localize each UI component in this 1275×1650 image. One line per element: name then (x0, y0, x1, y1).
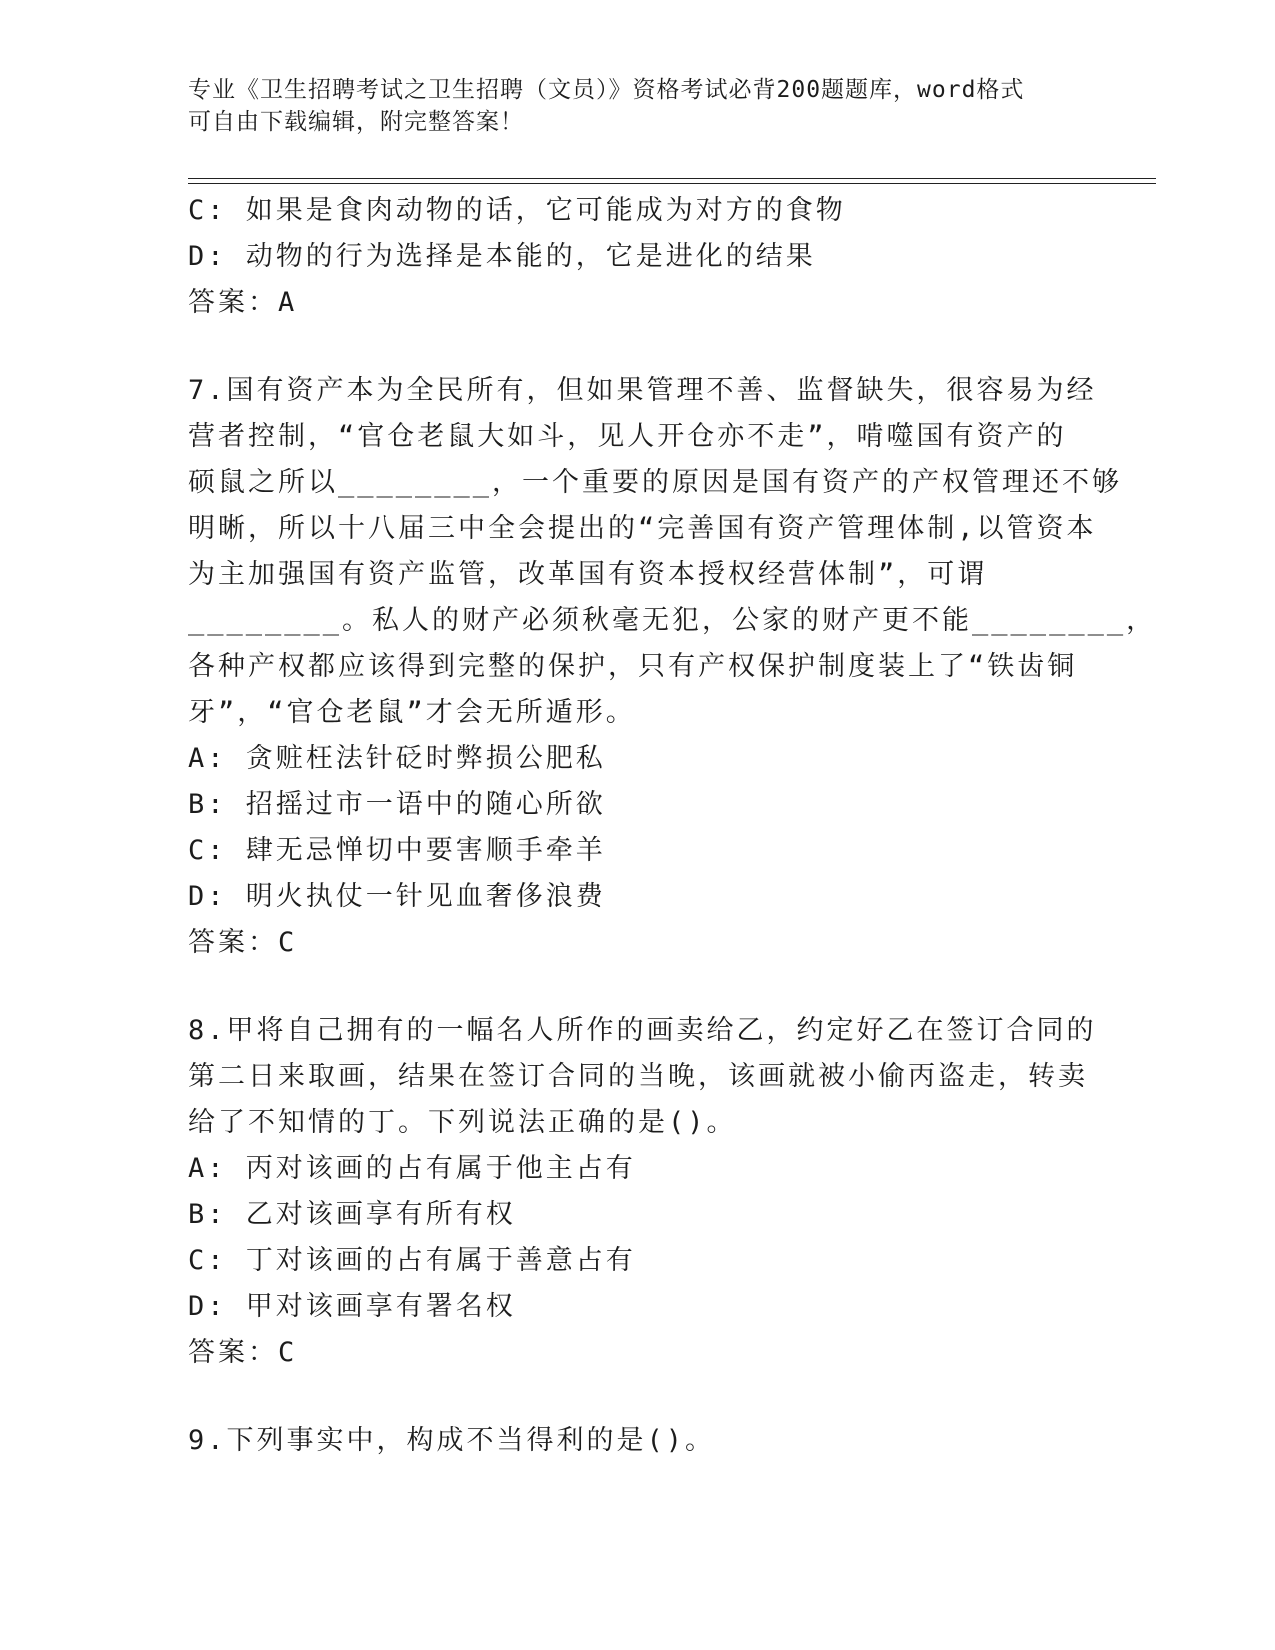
question-stem-line: 为主加强国有资产监管，改革国有资本授权经营体制”，可谓 (188, 559, 988, 590)
header-line-2: 可自由下载编辑，附完整答案！ (188, 109, 524, 135)
header-line-1: 专业《卫生招聘考试之卫生招聘（文员）》资格考试必背200题题库，word格式 (188, 77, 1025, 103)
option-d: D: 明火执仗一针见血奢侈浪费 (188, 881, 606, 912)
question-stem-line: 硕鼠之所以________，一个重要的原因是国有资产的产权管理还不够 (188, 467, 1123, 498)
question-stem-line: 明晰，所以十八届三中全会提出的“完善国有资产管理体制,以管资本 (188, 513, 1097, 544)
spacer (188, 326, 1088, 368)
question-content (188, 188, 1157, 1464)
document-header (188, 74, 1088, 138)
option-b: B: 乙对该画享有所有权 (188, 1199, 516, 1230)
header-divider-bottom (188, 183, 1156, 184)
spacer (188, 966, 1088, 1008)
question-6-tail (188, 188, 1088, 326)
header-divider-top (188, 178, 1156, 179)
option-a: A: 贪赃枉法针砭时弊损公肥私 (188, 743, 606, 774)
option-c: C: 肆无忌惮切中要害顺手牵羊 (188, 835, 606, 866)
option-c: C: 如果是食肉动物的话，它可能成为对方的食物 (188, 195, 846, 226)
answer-line: 答案：C (188, 1337, 298, 1368)
question-stem-line: ________。私人的财产必须秋毫无犯，公家的财产更不能________， (188, 605, 1157, 636)
spacer (188, 1376, 1088, 1418)
option-c: C: 丁对该画的占有属于善意占有 (188, 1245, 636, 1276)
answer-line: 答案：C (188, 927, 298, 958)
question-stem-line: 牙”，“官仓老鼠”才会无所遁形。 (188, 697, 636, 728)
option-d: D: 动物的行为选择是本能的，它是进化的结果 (188, 241, 816, 272)
question-stem-line: 第二日来取画，结果在签订合同的当晚，该画就被小偷丙盗走，转卖 (188, 1061, 1088, 1092)
question-stem-line: 营者控制，“官仓老鼠大如斗，见人开仓亦不走”，啃噬国有资产的 (188, 421, 1067, 452)
question-stem-line: 7.国有资产本为全民所有，但如果管理不善、监督缺失，很容易为经 (188, 375, 1097, 406)
question-9 (188, 1418, 1088, 1464)
option-a: A: 丙对该画的占有属于他主占有 (188, 1153, 636, 1184)
option-d: D: 甲对该画享有署名权 (188, 1291, 516, 1322)
answer-line: 答案：A (188, 287, 298, 318)
question-stem-line: 各种产权都应该得到完整的保护，只有产权保护制度装上了“铁齿铜 (188, 651, 1078, 682)
question-8 (188, 1008, 1097, 1376)
question-stem-line: 9.下列事实中，构成不当得利的是()。 (188, 1425, 716, 1456)
question-stem-line: 8.甲将自己拥有的一幅名人所作的画卖给乙，约定好乙在签订合同的 (188, 1015, 1097, 1046)
question-7 (188, 368, 1157, 966)
question-stem-line: 给了不知情的丁。下列说法正确的是()。 (188, 1107, 737, 1138)
option-b: B: 招摇过市一语中的随心所欲 (188, 789, 606, 820)
